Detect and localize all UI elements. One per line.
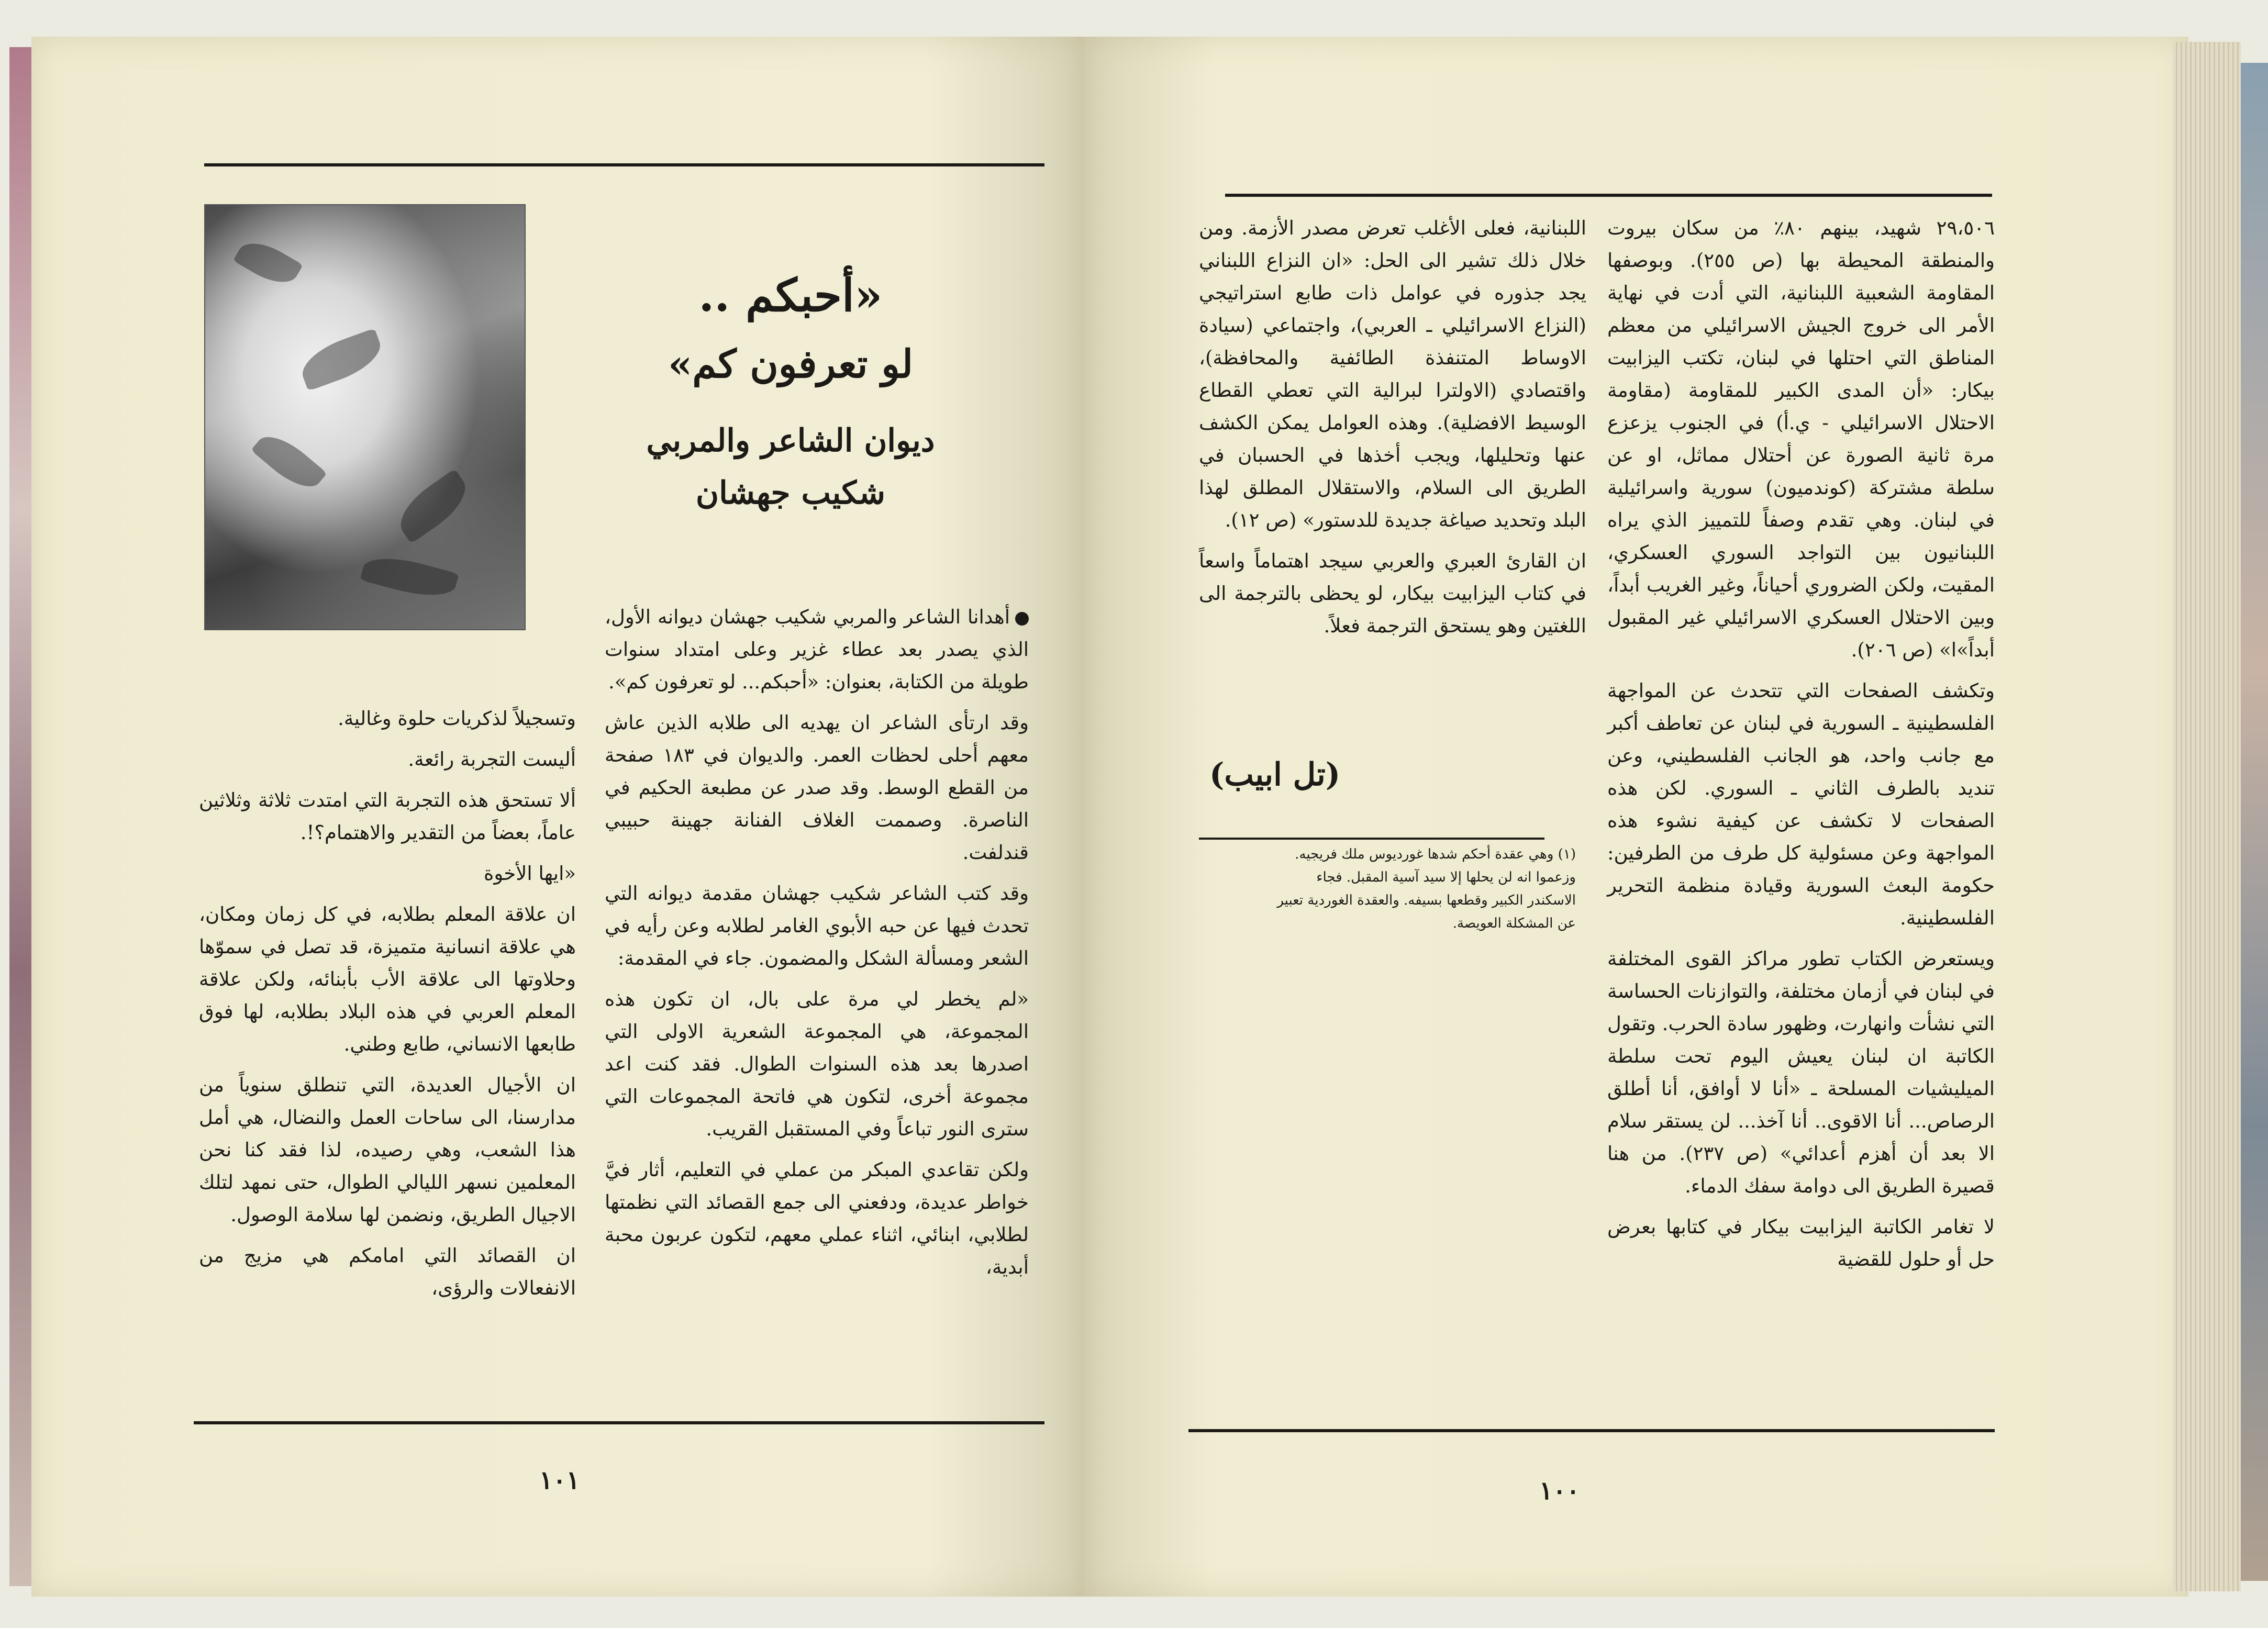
paragraph: ان الأجيال العديدة، التي تنطلق سنوياً من مدارسنا، الى ساحات العمل والنضال، هي أمل هذا الشعب، وهي رصيده، لذا فقد كنا نحن المعلمين نسهر الليالي الطوال، حتى نمهد لتلك الاجيال الطريق، ونضمن لها سلامة الوصول. <box>199 1074 576 1226</box>
right-page-left-column <box>1199 212 1586 651</box>
paragraph: أهدانا الشاعر والمربي شكيب جهشان ديوانه الأول، الذي يصدر بعد عطاء غزير وعلى امتداد سنوات طويلة من الكتابة، بعنوان: «أحبكم... لو تعرفون كم». <box>605 606 1029 693</box>
footnote-line: الاسكندر الكبير وقطعها بسيفه. والعقدة الغوردية تعبير <box>1277 893 1576 908</box>
left-page-left-column <box>199 703 576 1313</box>
paragraph: لا تغامر الكاتبة اليزابيت بيكار في كتابها بعرض حل أو حلول للقضية <box>1607 1216 1995 1270</box>
page-number-right: ١٠٠ <box>1539 1476 1580 1506</box>
left-page-bottom-rule <box>194 1421 1044 1424</box>
paragraph: «ايها الأخوة <box>483 862 576 885</box>
book-cover-photo <box>204 204 526 630</box>
paragraph: وتكشف الصفحات التي تتحدث عن المواجهة الفلسطينية ـ السورية في لبنان عن تعاطف أكبر مع جانب واحد، هو الجانب الفلسطيني، وعن تنديد بالطرف الثاني ـ السوري. لكن هذه الصفحات لا تكشف عن كيفية نشوء هذه المواجهة وعن مسئولية كل طرف من الطرفين: حكومة البعث السورية وقيادة منظمة التحرير الفلسطينية. <box>1607 679 1995 929</box>
left-cover-edge <box>9 47 31 1586</box>
left-page-top-rule <box>204 163 1044 166</box>
title-line-2: لو تعرفون كم» <box>668 342 914 387</box>
right-cover-edge <box>2241 63 2268 1581</box>
right-page-right-column <box>1607 212 1995 1284</box>
paragraph: ألا تستحق هذه التجربة التي امتدت ثلاثة وثلاثين عاماً، بعضاً من التقدير والاهتمام؟!. <box>199 789 576 844</box>
paragraph: «لم يخطر لي مرة على بال، ان تكون هذه المجموعة، هي المجموعة الشعرية الاولى التي اصدرها بعد هذه السنوات الطوال. فقد كنت اعد مجموعة أخرى، لتكون هي فاتحة المجموعات التي سترى النور تباعاً وفي المستقبل القريب. <box>605 988 1029 1140</box>
footnote-line: وزعموا انه لن يحلها إلا سيد آسية المقبل. فجاء <box>1316 869 1576 885</box>
paragraph: ويستعرض الكتاب تطور مراكز القوى المختلفة في لبنان في أزمان مختلفة، والتوازنات الحساسة التي نشأت وانهارت، وظهور سادة الحرب. وتقول الكاتبة ان لبنان يعيش اليوم تحت سلطة الميليشيات المسلحة ـ «أنا لا أوافق، أنا أطلق الرصاص... أنا الاقوى.. أنا آخذ... لن يستقر سلام الا بعد أن أهزم أعدائي» (ص ٢٣٧). من هنا قصيرة الطريق الى دوامة سفك الدماء. <box>1607 947 1995 1197</box>
title-line-4: شكيب جهشان <box>696 475 885 511</box>
right-page-top-rule <box>1225 194 1992 197</box>
paragraph: وقد ارتأى الشاعر ان يهديه الى طلابه الذين عاش معهم أحلى لحظات العمر. والديوان في ١٨٣ صفحة من القطع الوسط. وقد صدر عن مطبعة الحكيم في الناصرة. وصممت الغلاف الفنانة جهينة حبيبي قندلفت. <box>605 711 1029 864</box>
title-line-1: «أحبكم .. <box>698 269 883 322</box>
paragraph: أليست التجربة رائعة. <box>408 748 576 771</box>
paragraph: ولكن تقاعدي المبكر من عملي في التعليم، أثار فيَّ خواطر عديدة، ودفعني الى جمع القصائد التي نظمتها لطلابي، ابنائي، اثناء عملي معهم، لتكون عربون محبة أبدية، <box>605 1158 1029 1278</box>
title-line-3: ديوان الشاعر والمربي <box>646 422 935 459</box>
footnote <box>1188 843 1576 935</box>
paragraph: وقد كتب الشاعر شكيب جهشان مقدمة ديوانه التي تحدث فيها عن حبه الأبوي الغامر لطلابه وعن رأيه في الشعر ومسألة الشكل والمضمون. جاء في المقدمة: <box>605 882 1029 969</box>
bullet-icon <box>1015 612 1029 626</box>
paragraph: اللبنانية، فعلى الأغلب تعرض مصدر الأزمة. ومن خلال ذلك تشير الى الحل: «ان النزاع اللبناني يجد جذوره في عوامل ذات طابع استراتيجي (النزاع الاسرائيلي ـ العربي)، واجتماعي (سيادة الاوساط المتنفذة الطائفية والمحافظة)، واقتصادي (الاولترا لبرالية التي تعطي القطاع الوسيط الافضلية). وهذه العوامل يمكن الكشف عنها وتحليلها، ويجب أخذها في الحسبان في الطريق الى السلام، والاستقلال المطلق لهذا البلد وتحديد صياغة جديدة للدستور» (ص ١٢). <box>1199 217 1586 531</box>
article-title <box>544 262 1037 519</box>
page-stack-edge <box>2173 42 2241 1591</box>
paragraph: ان علاقة المعلم بطلابه، في كل زمان ومكان، هي علاقة انسانية متميزة، قد تصل في سموّها وحلاوتها الى علاقة الأب بأبنائه، ولكن علاقة المعلم العربي في هذه البلاد بطلابه، لها فوق طابعها الانساني، طابع وطني. <box>199 903 576 1055</box>
footnote-rule <box>1199 838 1544 840</box>
footnote-line: عن المشكلة العويصة. <box>1452 916 1576 931</box>
paragraph: ٢٩،٥٠٦ شهيد، بينهم ٨٠٪ من سكان بيروت والمنطقة المحيطة بها (ص ٢٥٥). وبوصفها المقاومة الشعبية اللبنانية، التي أدت في نهاية الأمر الى خروج الجيش الاسرائيلي من معظم المناطق التي احتلها في لبنان، تكتب اليزابيت بيكار: «أن المدى الكبير للمقاومة (مقاومة الاحتلال الاسرائيلي - ي.أ) في الجنوب يزعزع مرة ثانية الصورة عن أحتلال مماثل، او عن سلطة مشتركة (كوندميون) سورية واسرائيلية في لبنان. وهي تقدم وصفاً للتمييز الذي يراه اللبنانيون بين التواجد السوري العسكري، المقيت، ولكن الضروري أحياناً، وغير الغريب أبداً، وبين الاحتلال العسكري الاسرائيلي غير المقبول أبداً»ا» (ص ٢٠٦). <box>1607 217 1995 661</box>
paragraph: ان القارئ العبري والعربي سيجد اهتماماً واسعاً في كتاب اليزابيت بيكار، لو يحظى بالترجمة الى اللغتين وهو يستحق الترجمة فعلاً. <box>1199 550 1586 637</box>
left-page-right-column <box>605 601 1029 1292</box>
paragraph: ان القصائد التي امامكم هي مزيج من الانفعالات والرؤى، <box>199 1244 576 1299</box>
paragraph: وتسجيلاً لذكريات حلوة وغالية. <box>338 707 576 730</box>
dateline-signature: (تل ابيب) <box>1209 756 1341 793</box>
footnote-line: (١) وهي عقدة أحكم شدها غورديوس ملك فريجيه. <box>1295 846 1576 862</box>
right-page-bottom-rule <box>1188 1429 1995 1432</box>
page-number-left: ١٠١ <box>539 1466 580 1495</box>
